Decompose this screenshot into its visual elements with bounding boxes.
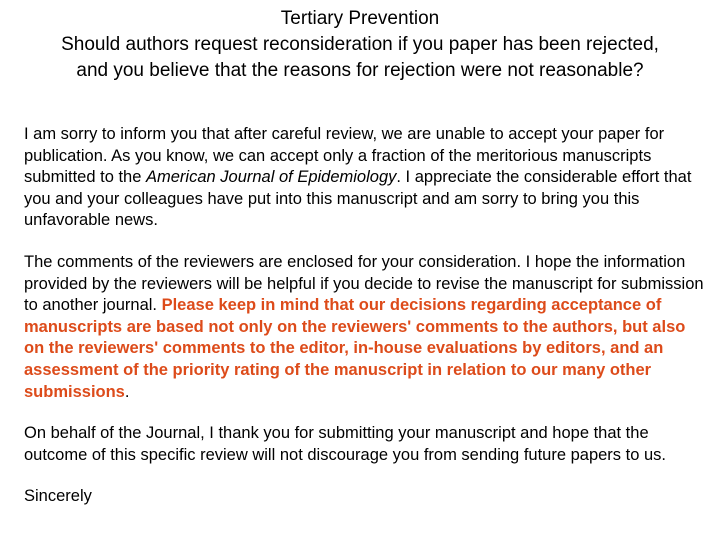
- p2-text-end: .: [124, 382, 130, 401]
- letter-paragraph-3: On behalf of the Journal, I thank you for submitting your manuscript and hope that the outcome of this specific review will not discourage you from sending future papers to us.: [24, 424, 666, 464]
- rejection-letter: [24, 124, 704, 528]
- highlighted-statement: Please keep in mind that our decisions regarding acceptance of manuscripts are based not only on the reviewers' comments to the authors, but also on the reviewers' comments to the editor, in-house evaluations by editors, and an assessment of the priority rating of the manuscript in relation to our many other submissions: [24, 296, 686, 401]
- journal-name: American Journal of Epidemiology: [146, 168, 397, 187]
- p1-text-end: . I appreciate the considerable effort that you and your colleagues have put into this manuscript and am sorry to bring you this unfavorable news.: [24, 168, 692, 230]
- p2-text-start: The comments of the reviewers are enclosed for your consideration. I hope the information provided by the reviewers will be helpful if you decide to revise the manuscript for submission to another journal.: [24, 252, 704, 315]
- title-question-line-1: Should authors request reconsideration if you paper has been rejected,: [61, 34, 659, 55]
- title-question-line-2: and you believe that the reasons for rejection were not reasonable?: [76, 60, 644, 81]
- letter-paragraph-1: [24, 124, 704, 232]
- slide-title: [0, 6, 720, 84]
- p1-text-start: I am sorry to inform you that after careful review, we are unable to accept your paper for publication. As you know, we can accept only a fraction of the meritorious manuscripts submitted to the: [24, 125, 665, 187]
- title-heading: Tertiary Prevention: [280, 8, 440, 29]
- letter-paragraph-2: [24, 252, 704, 403]
- letter-closing: Sincerely: [24, 487, 92, 506]
